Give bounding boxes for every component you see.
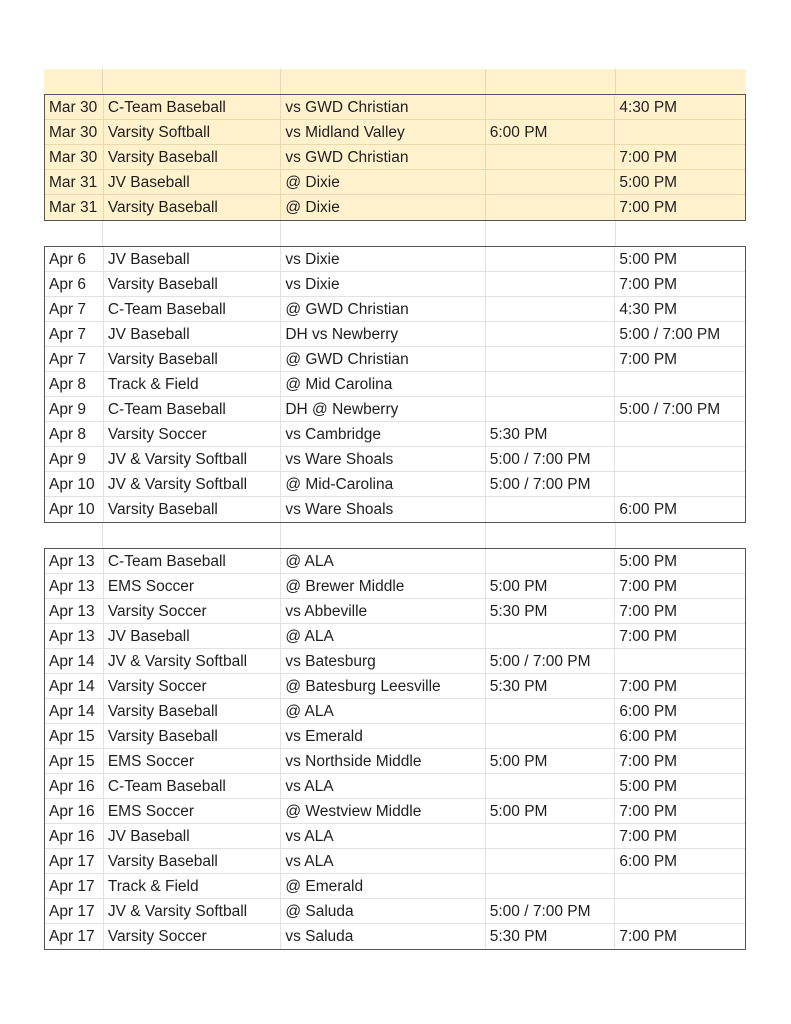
table-row [45, 497, 745, 522]
schedule-group [44, 246, 746, 523]
time-cell-a[interactable]: 5:00 / 7:00 PM [486, 649, 616, 674]
empty-cell[interactable] [486, 69, 616, 94]
table-row [45, 849, 745, 874]
date-cell[interactable]: Apr 17 [45, 899, 104, 924]
time-cell-b[interactable]: 5:00 PM [615, 549, 745, 574]
table-row [45, 145, 745, 170]
time-cell-a[interactable] [486, 699, 616, 724]
opponent-cell[interactable]: @ ALA [281, 549, 485, 574]
opponent-cell[interactable]: vs Northside Middle [281, 749, 485, 774]
schedule-sheet [44, 69, 746, 950]
time-cell-a[interactable]: 5:30 PM [486, 924, 616, 949]
team-cell[interactable]: Varsity Baseball [104, 347, 281, 372]
team-cell[interactable]: Track & Field [104, 372, 281, 397]
time-cell-b[interactable]: 7:00 PM [615, 347, 745, 372]
time-cell-b[interactable]: 6:00 PM [615, 849, 745, 874]
team-cell[interactable]: C-Team Baseball [104, 549, 281, 574]
time-cell-b[interactable] [615, 899, 745, 924]
team-cell[interactable]: JV Baseball [104, 624, 281, 649]
table-row [45, 649, 745, 674]
team-cell[interactable]: C-Team Baseball [104, 297, 281, 322]
table-row [45, 824, 745, 849]
opponent-cell[interactable]: vs Saluda [281, 924, 485, 949]
time-cell-b[interactable]: 5:00 PM [615, 247, 745, 272]
date-cell[interactable]: Apr 17 [45, 849, 104, 874]
team-cell[interactable]: Varsity Baseball [104, 272, 281, 297]
opponent-cell[interactable]: @ Mid-Carolina [281, 472, 485, 497]
time-cell-b[interactable]: 7:00 PM [615, 749, 745, 774]
table-row [45, 574, 745, 599]
time-cell-a[interactable] [486, 272, 616, 297]
table-row [45, 397, 745, 422]
date-cell[interactable]: Apr 9 [45, 447, 104, 472]
opponent-cell[interactable]: DH @ Newberry [281, 397, 485, 422]
date-cell[interactable]: Apr 13 [45, 549, 104, 574]
schedule-group [44, 548, 746, 950]
time-cell-b[interactable]: 7:00 PM [615, 799, 745, 824]
table-row [45, 272, 745, 297]
time-cell-a[interactable] [486, 774, 616, 799]
time-cell-a[interactable] [486, 824, 616, 849]
time-cell-b[interactable] [615, 120, 745, 145]
table-row [45, 774, 745, 799]
empty-cell[interactable] [44, 69, 103, 94]
opponent-cell[interactable]: vs Ware Shoals [281, 447, 485, 472]
table-row [45, 724, 745, 749]
opponent-cell[interactable]: @ Brewer Middle [281, 574, 485, 599]
table-row [45, 699, 745, 724]
team-cell[interactable]: Varsity Baseball [104, 724, 281, 749]
time-cell-a[interactable] [486, 347, 616, 372]
time-cell-b[interactable]: 5:00 / 7:00 PM [615, 322, 745, 347]
date-cell[interactable]: Apr 13 [45, 599, 104, 624]
table-row [45, 297, 745, 322]
table-row [45, 95, 745, 120]
time-cell-a[interactable]: 5:00 PM [486, 574, 616, 599]
opponent-cell[interactable]: @ Batesburg Leesville [281, 674, 485, 699]
team-cell[interactable]: Varsity Soccer [104, 599, 281, 624]
time-cell-b[interactable]: 5:00 / 7:00 PM [615, 397, 745, 422]
table-row [45, 347, 745, 372]
empty-cell[interactable] [103, 69, 281, 94]
table-row [45, 372, 745, 397]
team-cell[interactable]: JV Baseball [104, 247, 281, 272]
time-cell-a[interactable] [486, 297, 616, 322]
table-row [45, 674, 745, 699]
team-cell[interactable]: JV Baseball [104, 824, 281, 849]
time-cell-a[interactable] [486, 724, 616, 749]
date-cell[interactable]: Apr 7 [45, 322, 104, 347]
team-cell[interactable]: Varsity Soccer [104, 674, 281, 699]
opponent-cell[interactable]: vs Ware Shoals [281, 497, 485, 522]
opponent-cell[interactable]: vs Abbeville [281, 599, 485, 624]
date-cell[interactable]: Apr 8 [45, 422, 104, 447]
opponent-cell[interactable]: @ Saluda [281, 899, 485, 924]
table-row [45, 472, 745, 497]
date-cell[interactable]: Apr 15 [45, 724, 104, 749]
opponent-cell[interactable]: vs ALA [281, 824, 485, 849]
empty-cell[interactable] [103, 523, 281, 548]
team-cell[interactable]: JV & Varsity Softball [104, 899, 281, 924]
date-cell[interactable]: Apr 10 [45, 472, 104, 497]
time-cell-a[interactable]: 5:30 PM [486, 674, 616, 699]
empty-cell[interactable] [281, 221, 486, 246]
time-cell-a[interactable]: 5:00 PM [486, 749, 616, 774]
date-cell[interactable]: Apr 14 [45, 699, 104, 724]
table-row [45, 447, 745, 472]
date-cell[interactable]: Mar 30 [45, 120, 104, 145]
team-cell[interactable]: JV & Varsity Softball [104, 649, 281, 674]
time-cell-b[interactable] [615, 372, 745, 397]
time-cell-a[interactable]: 5:00 / 7:00 PM [486, 472, 616, 497]
opponent-cell[interactable]: @ Dixie [281, 195, 485, 220]
table-row [45, 195, 745, 220]
separator-row [44, 221, 746, 246]
empty-cell[interactable] [44, 221, 103, 246]
time-cell-a[interactable] [486, 849, 616, 874]
time-cell-a[interactable] [486, 170, 616, 195]
header-row [44, 69, 746, 94]
date-cell[interactable]: Apr 15 [45, 749, 104, 774]
empty-cell[interactable] [616, 221, 746, 246]
table-row [45, 874, 745, 899]
team-cell[interactable]: Track & Field [104, 874, 281, 899]
empty-cell[interactable] [486, 221, 616, 246]
time-cell-b[interactable]: 7:00 PM [615, 195, 745, 220]
team-cell[interactable]: EMS Soccer [104, 749, 281, 774]
table-row [45, 170, 745, 195]
time-cell-b[interactable]: 7:00 PM [615, 674, 745, 699]
date-cell[interactable]: Apr 17 [45, 874, 104, 899]
time-cell-b[interactable]: 5:00 PM [615, 774, 745, 799]
table-row [45, 899, 745, 924]
team-cell[interactable]: Varsity Soccer [104, 422, 281, 447]
time-cell-a[interactable]: 5:00 / 7:00 PM [486, 447, 616, 472]
opponent-cell[interactable]: @ Mid Carolina [281, 372, 485, 397]
opponent-cell[interactable]: vs Dixie [281, 272, 485, 297]
team-cell[interactable]: JV & Varsity Softball [104, 472, 281, 497]
team-cell[interactable]: C-Team Baseball [104, 397, 281, 422]
time-cell-b[interactable]: 7:00 PM [615, 272, 745, 297]
date-cell[interactable]: Mar 30 [45, 95, 104, 120]
time-cell-a[interactable] [486, 322, 616, 347]
empty-cell[interactable] [616, 523, 746, 548]
time-cell-b[interactable]: 7:00 PM [619, 928, 678, 945]
empty-cell[interactable] [616, 69, 746, 94]
team-cell[interactable]: Varsity Baseball [104, 497, 281, 522]
time-cell-b[interactable]: 4:30 PM [615, 95, 745, 120]
opponent-cell[interactable]: DH vs Newberry [281, 322, 485, 347]
date-cell[interactable]: Apr 14 [45, 649, 104, 674]
opponent-cell[interactable]: @ Emerald [281, 874, 485, 899]
empty-cell[interactable] [103, 221, 281, 246]
time-cell-b[interactable]: 7:00 PM [615, 574, 745, 599]
time-cell-a[interactable] [486, 95, 616, 120]
separator-row [44, 523, 746, 548]
time-cell-b[interactable] [615, 422, 745, 447]
time-cell-b[interactable] [615, 447, 745, 472]
date-cell[interactable]: Mar 30 [45, 145, 104, 170]
team-cell[interactable]: Varsity Baseball [104, 699, 281, 724]
team-cell[interactable]: C-Team Baseball [104, 95, 281, 120]
team-cell[interactable]: Varsity Baseball [104, 849, 281, 874]
opponent-cell[interactable]: vs Dixie [281, 247, 485, 272]
time-cell-b[interactable]: 7:00 PM [615, 599, 745, 624]
time-cell-b[interactable]: 7:00 PM [615, 145, 745, 170]
time-cell-a[interactable] [486, 497, 616, 522]
time-cell-b[interactable]: 7:00 PM [615, 824, 745, 849]
time-cell-b[interactable]: 7:00 PM [615, 624, 745, 649]
team-cell[interactable]: EMS Soccer [104, 574, 281, 599]
table-row [45, 422, 745, 447]
team-cell[interactable]: JV & Varsity Softball [104, 447, 281, 472]
empty-cell[interactable] [44, 523, 103, 548]
empty-cell[interactable] [486, 523, 616, 548]
date-cell[interactable]: Apr 6 [45, 247, 104, 272]
time-cell-b[interactable]: 6:00 PM [615, 699, 745, 724]
time-cell-a[interactable]: 5:30 PM [486, 599, 616, 624]
empty-cell[interactable] [281, 523, 486, 548]
date-cell[interactable]: Mar 31 [45, 195, 104, 220]
table-row [45, 924, 745, 949]
time-cell-b[interactable] [615, 649, 745, 674]
opponent-cell[interactable]: @ Dixie [281, 170, 485, 195]
date-cell[interactable]: Apr 10 [45, 497, 104, 522]
team-cell[interactable]: JV Baseball [104, 322, 281, 347]
time-cell-a[interactable]: 5:00 PM [486, 799, 616, 824]
time-cell-a[interactable]: 6:00 PM [486, 120, 616, 145]
date-cell[interactable]: Apr 16 [45, 799, 104, 824]
opponent-cell[interactable]: vs GWD Christian [281, 145, 485, 170]
date-cell[interactable]: Apr 14 [45, 674, 104, 699]
opponent-cell[interactable]: @ Westview Middle [281, 799, 485, 824]
time-cell-b[interactable]: 4:30 PM [615, 297, 745, 322]
team-cell[interactable]: C-Team Baseball [104, 774, 281, 799]
time-cell-b[interactable]: 5:00 PM [615, 170, 745, 195]
time-cell-a[interactable] [486, 247, 616, 272]
date-cell[interactable]: Apr 7 [45, 297, 104, 322]
opponent-cell[interactable]: vs GWD Christian [281, 95, 485, 120]
time-cell-a[interactable] [486, 195, 616, 220]
table-row [45, 599, 745, 624]
table-row [45, 549, 745, 574]
time-cell-a[interactable] [486, 624, 616, 649]
time-cell-b[interactable] [615, 472, 745, 497]
time-cell-a[interactable] [486, 397, 616, 422]
team-cell[interactable]: JV Baseball [104, 170, 281, 195]
empty-cell[interactable] [281, 69, 486, 94]
time-cell-a[interactable] [486, 145, 616, 170]
team-cell[interactable]: Varsity Baseball [104, 195, 281, 220]
team-cell[interactable]: EMS Soccer [104, 799, 281, 824]
opponent-cell[interactable]: vs Midland Valley [281, 120, 485, 145]
date-cell[interactable]: Apr 16 [45, 774, 104, 799]
time-cell-b[interactable]: 6:00 PM [619, 501, 678, 518]
table-row [45, 799, 745, 824]
schedule-group [44, 94, 746, 221]
table-row [45, 749, 745, 774]
date-cell[interactable]: Apr 13 [45, 624, 104, 649]
time-cell-a[interactable]: 5:00 / 7:00 PM [486, 899, 616, 924]
date-cell[interactable]: Apr 9 [45, 397, 104, 422]
date-cell[interactable]: Apr 6 [45, 272, 104, 297]
time-cell-b[interactable] [615, 874, 745, 899]
date-cell[interactable]: Apr 13 [45, 574, 104, 599]
table-row [45, 624, 745, 649]
opponent-cell[interactable]: @ ALA [281, 624, 485, 649]
opponent-cell[interactable]: vs Batesburg [281, 649, 485, 674]
opponent-cell[interactable]: vs ALA [281, 774, 485, 799]
time-cell-a[interactable]: 5:30 PM [486, 422, 616, 447]
date-cell[interactable]: Mar 31 [45, 170, 104, 195]
time-cell-b[interactable]: 6:00 PM [615, 724, 745, 749]
table-row [45, 322, 745, 347]
time-cell-a[interactable] [486, 372, 616, 397]
opponent-cell[interactable]: @ GWD Christian [281, 347, 485, 372]
time-cell-a[interactable] [486, 549, 616, 574]
team-cell[interactable]: Varsity Softball [104, 120, 281, 145]
opponent-cell[interactable]: vs Emerald [281, 724, 485, 749]
date-cell[interactable]: Apr 7 [45, 347, 104, 372]
table-row [45, 120, 745, 145]
opponent-cell[interactable]: vs Cambridge [281, 422, 485, 447]
date-cell[interactable]: Apr 17 [45, 924, 104, 949]
team-cell[interactable]: Varsity Soccer [104, 924, 281, 949]
opponent-cell[interactable]: vs ALA [281, 849, 485, 874]
time-cell-a[interactable] [486, 874, 616, 899]
date-cell[interactable]: Apr 16 [45, 824, 104, 849]
opponent-cell[interactable]: @ ALA [281, 699, 485, 724]
team-cell[interactable]: Varsity Baseball [104, 145, 281, 170]
table-row [45, 247, 745, 272]
opponent-cell[interactable]: @ GWD Christian [281, 297, 485, 322]
date-cell[interactable]: Apr 8 [45, 372, 104, 397]
